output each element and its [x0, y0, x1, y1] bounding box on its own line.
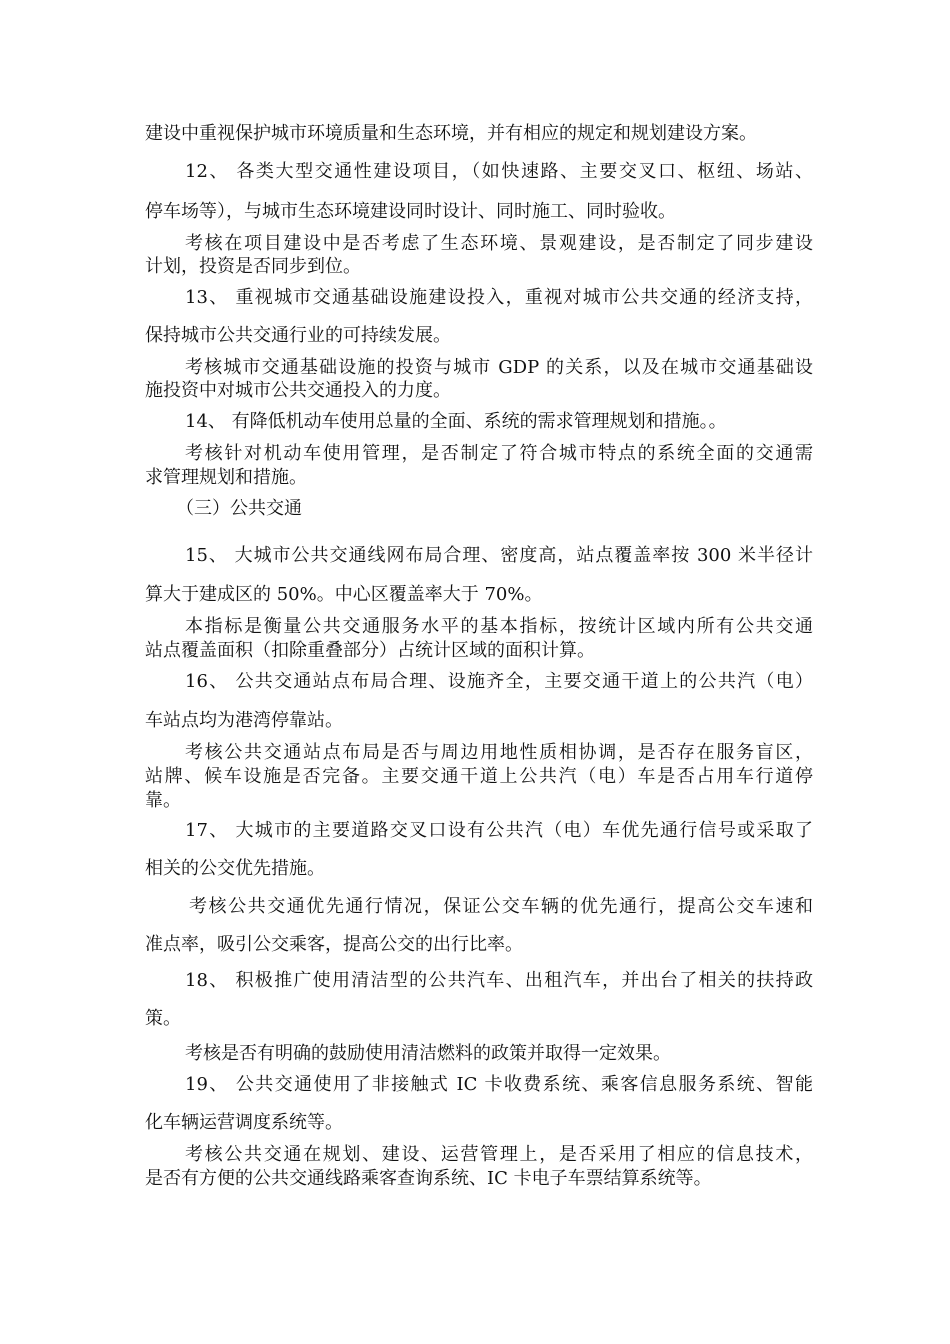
assessment-text: 考核公共交通在规划、建设、运营管理上，是否采用了相应的信息技术，	[185, 1144, 813, 1165]
text-line: 计划，投资是否同步到位。	[145, 256, 361, 277]
text-line: 建设中重视保护城市环境质量和生态环境，并有相应的规定和规划建设方案。	[145, 123, 757, 144]
assessment-text: 考核公共交通优先通行情况，保证公交车辆的优先通行，提高公交车速和	[189, 896, 813, 917]
clause-12: 12、 各类大型交通性建设项目，（如快速路、主要交叉口、枢纽、场站、	[185, 161, 813, 182]
text-line: 化车辆运营调度系统等。	[145, 1112, 343, 1133]
clause-19: 19、 公共交通使用了非接触式 IC 卡收费系统、乘客信息服务系统、智能	[185, 1074, 813, 1095]
text-line: 算大于建成区的 50%。中心区覆盖率大于 70%。	[145, 584, 543, 605]
clause-16: 16、 公共交通站点布局合理、设施齐全，主要交通干道上的公共汽（电）	[185, 671, 813, 692]
text-line: 是否有方便的公共交通线路乘客查询系统、IC 卡电子车票结算系统等。	[145, 1168, 712, 1189]
section-heading-public-transport: （三）公共交通	[176, 498, 302, 519]
assessment-text: 考核公共交通站点布局是否与周边用地性质相协调，是否存在服务盲区，	[185, 742, 813, 763]
text-line: 保持城市公共交通行业的可持续发展。	[145, 325, 451, 346]
text-line: 策。	[145, 1008, 181, 1029]
clause-13: 13、 重视城市交通基础设施建设投入，重视对城市公共交通的经济支持，	[185, 287, 813, 308]
text-line: 停车场等），与城市生态环境建设同时设计、同时施工、同时验收。	[145, 201, 676, 222]
assessment-text: 考核在项目建设中是否考虑了生态环境、景观建设，是否制定了同步建设	[185, 233, 813, 254]
text-line: 站点覆盖面积（扣除重叠部分）占统计区域的面积计算。	[145, 640, 595, 661]
assessment-text: 考核是否有明确的鼓励使用清洁燃料的政策并取得一定效果。	[185, 1043, 671, 1064]
assessment-text: 考核针对机动车使用管理，是否制定了符合城市特点的系统全面的交通需	[185, 443, 813, 464]
assessment-text: 本指标是衡量公共交通服务水平的基本指标，按统计区域内所有公共交通	[185, 616, 813, 637]
text-line: 施投资中对城市公共交通投入的力度。	[145, 380, 451, 401]
text-line: 求管理规划和措施。	[145, 467, 307, 488]
text-line: 靠。	[145, 790, 181, 811]
text-line: 站牌、候车设施是否完备。主要交通干道上公共汽（电）车是否占用车行道停	[145, 766, 813, 787]
text-line: 车站点均为港湾停靠站。	[145, 710, 343, 731]
clause-14: 14、 有降低机动车使用总量的全面、系统的需求管理规划和措施。。	[185, 411, 727, 432]
text-line: 相关的公交优先措施。	[145, 858, 325, 879]
clause-15: 15、 大城市公共交通线网布局合理、密度高，站点覆盖率按 300 米半径计	[185, 545, 813, 566]
assessment-text: 考核城市交通基础设施的投资与城市 GDP 的关系，以及在城市交通基础设	[185, 357, 813, 378]
text-line: 准点率，吸引公交乘客，提高公交的出行比率。	[145, 934, 523, 955]
clause-17: 17、 大城市的主要道路交叉口设有公共汽（电）车优先通行信号或采取了	[185, 820, 813, 841]
clause-18: 18、 积极推广使用清洁型的公共汽车、出租汽车，并出台了相关的扶持政	[185, 970, 813, 991]
